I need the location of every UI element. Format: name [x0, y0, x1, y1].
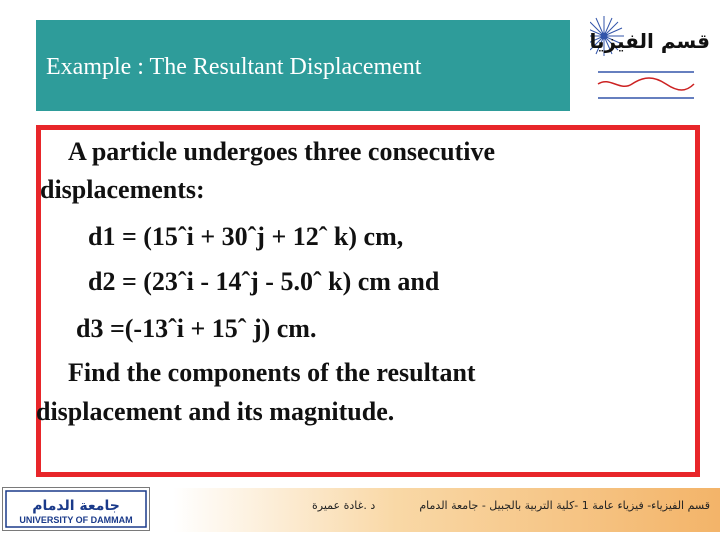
slide-title: Example : The Resultant Displacement: [46, 54, 422, 80]
university-logo-arabic: جامعة الدمام: [32, 498, 120, 514]
displacement-d2: d2 = (23ˆi - 14ˆj - 5.0ˆ k) cm and: [88, 267, 440, 296]
logo-arabic-text: قسم الفيزياء: [590, 29, 710, 53]
body-line-1: A particle undergoes three consecutive: [68, 137, 495, 166]
displacement-d3: d3 =(-13ˆi + 15ˆ j) cm.: [76, 314, 317, 343]
body-line-2: displacements:: [40, 175, 205, 204]
wave-lines-icon: [598, 72, 694, 98]
body-line-6: Find the components of the resultant: [68, 358, 476, 387]
body-line-7: displacement and its magnitude.: [36, 397, 395, 426]
university-logo: [2, 487, 150, 531]
footer-course-info: قسم الفيزياء- فيزياء عامة 1 -كلية التربية بالجبيل - جامعة الدمام: [419, 499, 710, 512]
physics-dept-logo: [590, 14, 715, 106]
title-bar: [36, 20, 570, 111]
displacement-d1: d1 = (15ˆi + 30ˆj + 12ˆ k) cm,: [88, 222, 404, 251]
footer-author: د .غادة عميرة: [312, 499, 376, 512]
university-logo-english: UNIVERSITY OF DAMMAM: [19, 515, 133, 525]
